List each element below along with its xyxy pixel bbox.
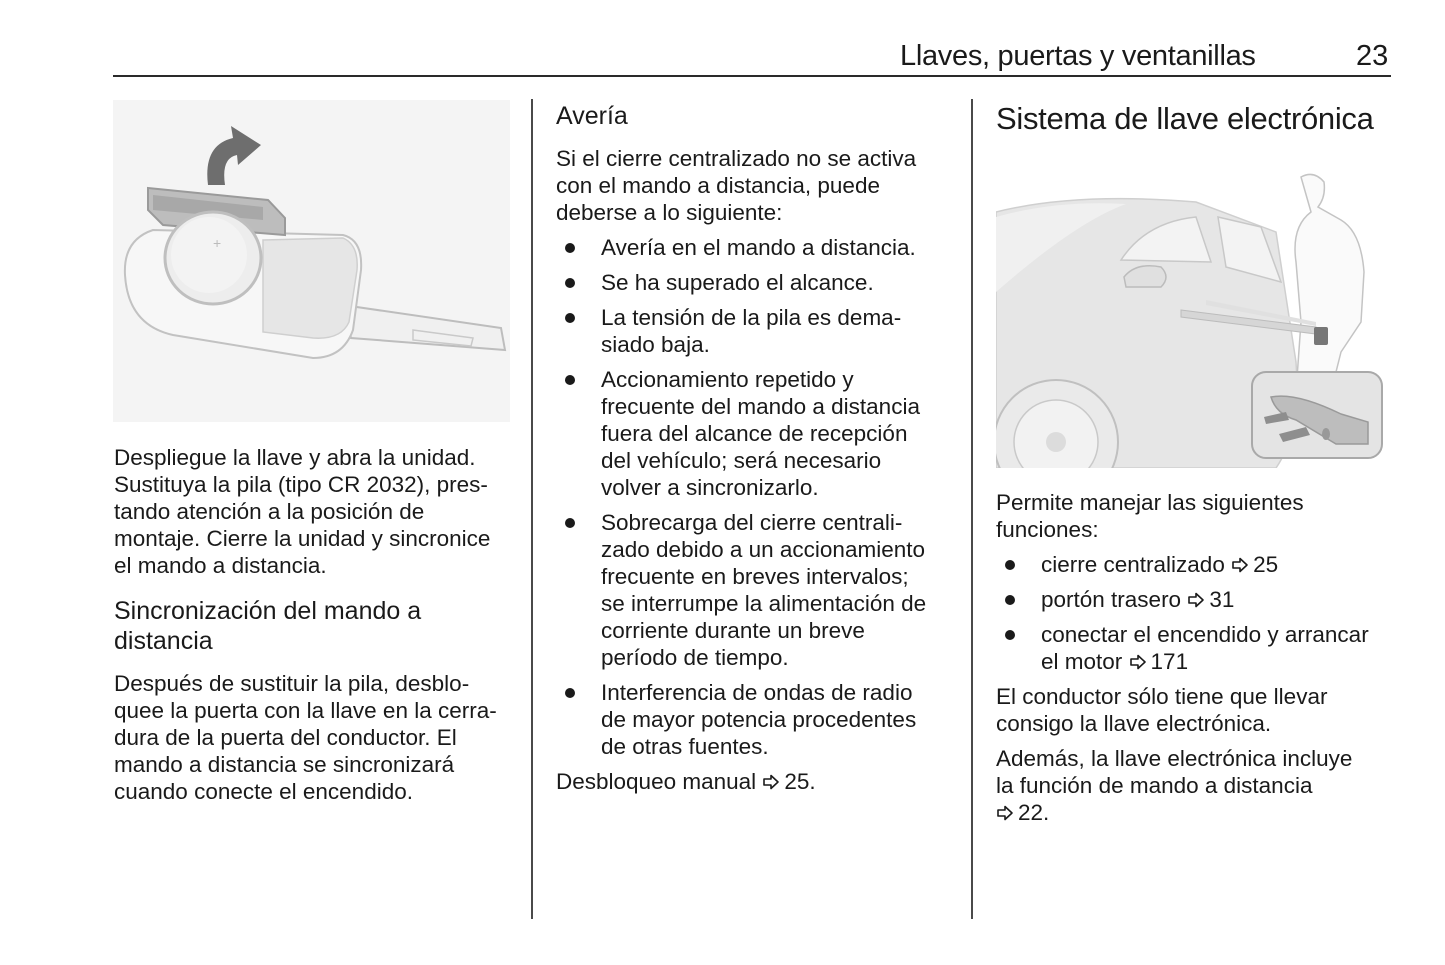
heading-line: distancia [114, 627, 213, 655]
text-line: volver a sincronizarlo. [601, 475, 819, 500]
key-battery-illustration-icon [113, 100, 510, 422]
driver-paragraph [996, 683, 1396, 737]
page-number: 23 [1356, 40, 1389, 72]
header-divider [113, 75, 1391, 77]
text-line: Despliegue la llave y abra la unidad. [114, 445, 476, 470]
bullet-icon [565, 688, 575, 698]
key-battery-figure [113, 100, 510, 422]
text-line: Después de sustituir la pila, desblo- [114, 671, 470, 696]
text-line: mando a distancia se sincronizará [114, 752, 455, 777]
text-line: portón trasero [1041, 587, 1182, 612]
text-line: funciones: [996, 517, 1099, 542]
list-item [556, 269, 956, 296]
keyless-entry-figure [996, 152, 1389, 468]
page-reference-link[interactable] [996, 799, 1049, 826]
fault-causes-list [556, 234, 956, 760]
list-item [556, 679, 956, 760]
text-line: con el mando a distancia, puede [556, 173, 880, 198]
text-line: cuando conecte el encendido. [114, 779, 413, 804]
text-line: Sobrecarga del cierre centrali- [601, 510, 903, 535]
svg-text:+: + [213, 235, 222, 251]
text-line: Sustituya la pila (tipo CR 2032), pres- [114, 472, 488, 497]
text-line: montaje. Cierre la unidad y sincronice [114, 526, 491, 551]
list-item [996, 621, 1396, 675]
text-line: Se ha superado el alcance. [601, 270, 874, 295]
text-line: fuera del alcance de recepción [601, 421, 908, 446]
text-line: quee la puerta con la llave en la cerra- [114, 698, 497, 723]
heading-line: Sincronización del mando a [114, 597, 422, 625]
chapter-title: Llaves, puertas y ventanillas [900, 40, 1256, 72]
text-line: tando atención a la posición de [114, 499, 425, 524]
list-item [996, 586, 1396, 613]
column-divider-left [531, 99, 533, 919]
bullet-icon [565, 243, 575, 253]
text-line: La tensión de la pila es dema- [601, 305, 902, 330]
list-item [556, 509, 956, 671]
text-line: deberse a lo siguiente: [556, 200, 783, 225]
text-line: el mando a distancia. [114, 553, 327, 578]
arrow-right-outline-icon [1129, 654, 1147, 670]
list-item [556, 234, 956, 261]
page-reference-number: 22. [1018, 800, 1050, 825]
bullet-icon [1005, 630, 1015, 640]
text-line: Permite manejar las siguientes [996, 490, 1304, 515]
fault-heading: Avería [556, 102, 628, 130]
text-line: frecuente del mando a distancia [601, 394, 920, 419]
page-reference-number: 25 [1253, 552, 1279, 577]
page-reference-link[interactable] [1231, 551, 1278, 578]
arrow-right-outline-icon [1231, 557, 1249, 573]
bullet-icon [565, 375, 575, 385]
arrow-right-outline-icon [762, 774, 780, 790]
text-line: la función de mando a distancia [996, 773, 1313, 798]
bullet-icon [565, 278, 575, 288]
text-line: de mayor potencia procedentes [601, 707, 917, 732]
page-reference-link[interactable] [762, 768, 815, 795]
text-line: Interferencia de ondas de radio [601, 680, 913, 705]
keyless-system-heading: Sistema de llave electrónica [996, 101, 1374, 136]
text-line: de otras fuentes. [601, 734, 769, 759]
fault-intro-paragraph [556, 145, 956, 226]
bullet-icon [565, 313, 575, 323]
text-line: Si el cierre centralizado no se activa [556, 146, 917, 171]
arrow-right-outline-icon [996, 805, 1014, 821]
page-reference-number: 31 [1209, 587, 1235, 612]
text-line: consigo la llave electrónica. [996, 711, 1272, 736]
text-line: Desbloqueo manual [556, 769, 757, 794]
list-item [996, 551, 1396, 578]
text-line: siado baja. [601, 332, 710, 357]
list-item [556, 366, 956, 501]
list-item [556, 304, 956, 358]
page-reference-number: 171 [1150, 649, 1189, 674]
sync-paragraph [114, 670, 514, 805]
text-line: Además, la llave electrónica incluye [996, 746, 1353, 771]
functions-list [996, 551, 1396, 675]
text-line: conectar el encendido y arrancar [1041, 622, 1369, 647]
text-line: se interrumpe la alimentación de [601, 591, 927, 616]
text-line: Accionamiento repetido y [601, 367, 854, 392]
text-line: corriente durante un breve [601, 618, 865, 643]
text-line: Avería en el mando a distancia. [601, 235, 916, 260]
bullet-icon [1005, 560, 1015, 570]
text-line: zado debido a un accionamiento [601, 537, 925, 562]
text-line: frecuente en breves intervalos; [601, 564, 909, 589]
page-reference-link[interactable] [1129, 648, 1189, 675]
arrow-right-outline-icon [1187, 592, 1205, 608]
text-line: cierre centralizado [1041, 552, 1225, 577]
car-door-keyless-illustration-icon [996, 152, 1389, 468]
page-reference-link[interactable] [1187, 586, 1234, 613]
manual-unlock-reference [556, 768, 956, 795]
text-line: el motor [1041, 649, 1123, 674]
text-line: del vehículo; será necesario [601, 448, 882, 473]
middle-column [556, 101, 956, 795]
page-reference-number: 25. [784, 769, 816, 794]
column-divider-right [971, 99, 973, 919]
bullet-icon [1005, 595, 1015, 605]
text-line: El conductor sólo tiene que llevar [996, 684, 1328, 709]
functions-intro-paragraph [996, 489, 1396, 543]
text-line: período de tiempo. [601, 645, 789, 670]
bullet-icon [565, 518, 575, 528]
sync-heading [114, 596, 514, 656]
battery-replacement-paragraph [114, 444, 514, 579]
remote-function-paragraph [996, 745, 1396, 826]
text-line: dura de la puerta del conductor. El [114, 725, 457, 750]
